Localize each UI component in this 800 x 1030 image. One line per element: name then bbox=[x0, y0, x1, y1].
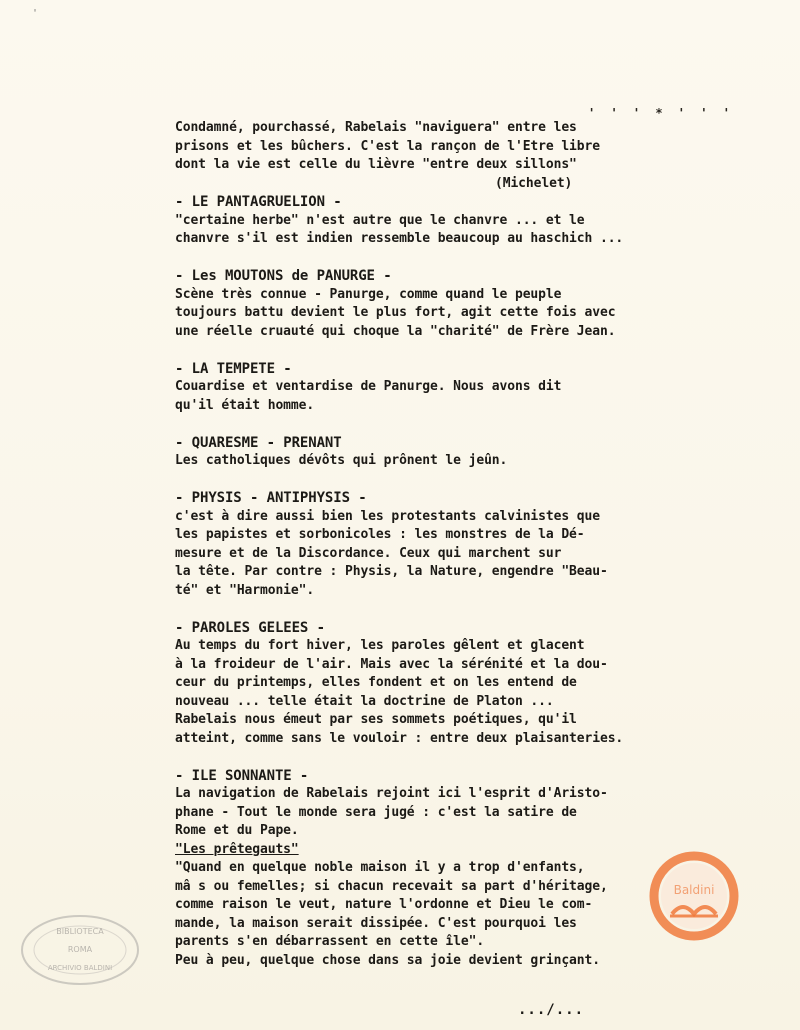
stray-mark: ' bbox=[32, 8, 39, 19]
text-line: ceur du printemps, elles fondent et on les entend de bbox=[175, 675, 577, 690]
blank-line bbox=[175, 600, 775, 619]
text-line: Couardise et ventardise de Panurge. Nous avons dit bbox=[175, 379, 562, 394]
blank-line bbox=[175, 249, 775, 268]
text-line: les papistes et sorbonicoles : les monstres de la Dé- bbox=[175, 527, 585, 542]
section-heading: - Les MOUTONS de PANURGE - bbox=[175, 268, 392, 284]
text-line: nouveau ... telle était la doctrine de Platon ... bbox=[175, 693, 554, 709]
text-line: "Les prêtegauts" bbox=[175, 841, 299, 857]
blank-line bbox=[175, 341, 775, 360]
text-line: comme raison le veut, nature l'ordonne et Dieu le com- bbox=[175, 897, 593, 912]
text-line: qu'il était homme. bbox=[175, 397, 315, 413]
section-heading: - LE PANTAGRUELION - bbox=[175, 194, 342, 210]
text-line: (Michelet) bbox=[495, 175, 573, 191]
text-line: mesure et de la Discordance. Ceux qui marchent sur bbox=[175, 545, 562, 561]
text-line: dont la vie est celle du lièvre "entre deux sillons" bbox=[175, 157, 577, 172]
text-line: Au temps du fort hiver, les paroles gêlent et glacent bbox=[175, 638, 585, 653]
library-stamp-bottom: ARCHIVIO BALDINI bbox=[47, 964, 113, 972]
text-line: à la froideur de l'air. Mais avec la sérénité et la dou- bbox=[175, 656, 608, 672]
typed-text-body bbox=[175, 119, 775, 970]
text-line: Condamné, pourchassé, Rabelais "naviguera" entre les bbox=[175, 120, 577, 135]
baldini-stamp-label: Baldini bbox=[673, 883, 715, 897]
blank-line bbox=[175, 471, 775, 490]
text-line: toujours battu devient le plus fort, agit cette fois avec bbox=[175, 305, 616, 320]
text-line: une réelle cruauté qui choque la "charité" de Frère Jean. bbox=[175, 323, 616, 339]
text-line: Rome et du Pape. bbox=[175, 823, 299, 838]
library-stamp-mid: ROMA bbox=[67, 945, 93, 954]
text-line: "Quand en quelque noble maison il y a trop d'enfants, bbox=[175, 860, 585, 875]
text-line: mâ s ou femelles; si chacun recevait sa part d'héritage, bbox=[175, 878, 608, 894]
section-heading: - QUARESME - PRENANT bbox=[175, 434, 342, 451]
continuation-mark: .../... bbox=[518, 1002, 585, 1018]
text-line: Les catholiques dévôts qui prônent le jeûn. bbox=[175, 453, 508, 468]
baldini-stamp bbox=[648, 850, 740, 942]
text-line: prisons et les bûchers. C'est la rançon de l'Etre libre bbox=[175, 138, 600, 154]
text-line: phane - Tout le monde sera jugé : c'est la satire de bbox=[175, 804, 577, 820]
text-line: mande, la maison serait dissipée. C'est pourquoi les bbox=[175, 915, 577, 931]
section-heading: - PHYSIS - ANTIPHYSIS - bbox=[175, 490, 367, 506]
text-line: té" et "Harmonie". bbox=[175, 582, 315, 598]
text-line: atteint, comme sans le vouloir : entre deux plaisanteries. bbox=[175, 730, 624, 746]
section-heading: - LA TEMPETE - bbox=[175, 360, 292, 377]
text-line: c'est à dire aussi bien les protestants calvinistes que bbox=[175, 508, 600, 524]
text-line: la tête. Par contre : Physis, la Nature, engendre "Beau- bbox=[175, 564, 608, 579]
text-line: Peu à peu, quelque chose dans sa joie devient grinçant. bbox=[175, 952, 600, 968]
text-line: Rabelais nous émeut par ses sommets poétiques, qu'il bbox=[175, 712, 577, 727]
text-line: Scène très connue - Panurge, comme quand le peuple bbox=[175, 286, 562, 302]
blank-line bbox=[175, 748, 775, 767]
top-tick-marks: ' ' ' * ' ' ' bbox=[588, 106, 734, 120]
library-stamp bbox=[18, 912, 142, 988]
text-line: La navigation de Rabelais rejoint ici l'esprit d'Aristo- bbox=[175, 786, 608, 801]
library-stamp-top: BIBLIOTECA bbox=[56, 927, 104, 936]
text-line: "certaine herbe" n'est autre que le chanvre ... et le bbox=[175, 212, 585, 228]
text-line: parents s'en débarrassent en cette île". bbox=[175, 934, 485, 949]
section-heading: - PAROLES GELEES - bbox=[175, 619, 325, 636]
blank-line bbox=[175, 415, 775, 434]
text-line: chanvre s'il est indien ressemble beaucoup au haschich ... bbox=[175, 231, 624, 246]
section-heading: - ILE SONNANTE - bbox=[175, 767, 309, 784]
